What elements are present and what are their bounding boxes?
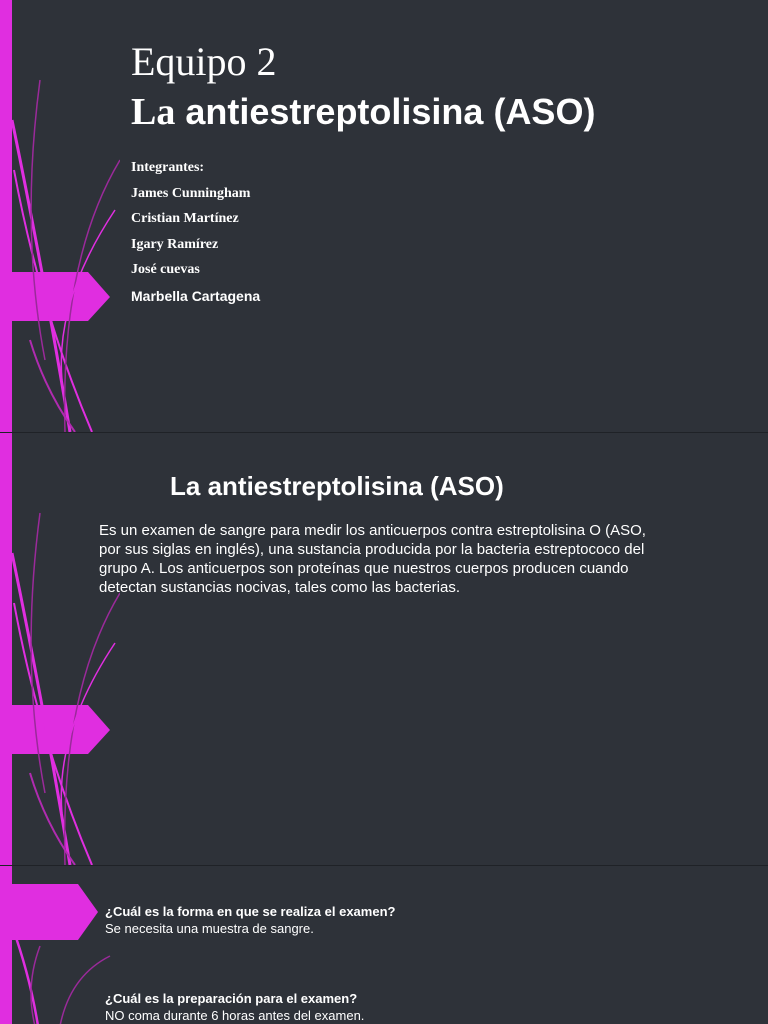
member-item: José cuevas xyxy=(131,262,200,277)
faq-question: ¿Cuál es la preparación para el examen? xyxy=(105,991,358,1006)
slide-title xyxy=(0,0,768,432)
definition-heading: La antiestreptolisina (ASO) xyxy=(170,471,504,501)
members-list xyxy=(131,158,260,311)
faq-question: ¿Cuál es la forma en que se realiza el examen? xyxy=(105,904,396,919)
topic-title-main: antiestreptolisina (ASO) xyxy=(185,91,596,132)
topic-title-prefix: La xyxy=(131,91,176,133)
faq-answer: Se necesita una muestra de sangre. xyxy=(105,921,314,936)
slide-faq xyxy=(0,866,768,1024)
faq-answer: NO coma durante 6 horas antes del examen. xyxy=(105,1008,365,1023)
members-label: Integrantes: xyxy=(131,160,205,175)
member-item: Cristian Martínez xyxy=(131,211,239,226)
decorative-curves xyxy=(0,0,120,432)
member-item: Marbella Cartagena xyxy=(131,287,261,304)
decorative-curves xyxy=(0,433,120,865)
team-title: Equipo 2 xyxy=(131,39,277,84)
member-item: James Cunningham xyxy=(131,185,251,201)
definition-text: Es un examen de sangre para medir los anticuerpos contra estreptolisina O (ASO, por sus siglas en inglés), una sustancia producida por la bacteria estreptococo del grupo A. Los anticuerpos son proteínas que nuestros cuerpos producen cuando detectan sustancias nocivas, tales como las bacterias. xyxy=(99,522,646,596)
member-item: Igary Ramírez xyxy=(131,236,219,252)
topic-title xyxy=(131,90,595,134)
slide-definition xyxy=(0,433,768,865)
decorative-curves xyxy=(0,866,120,1024)
